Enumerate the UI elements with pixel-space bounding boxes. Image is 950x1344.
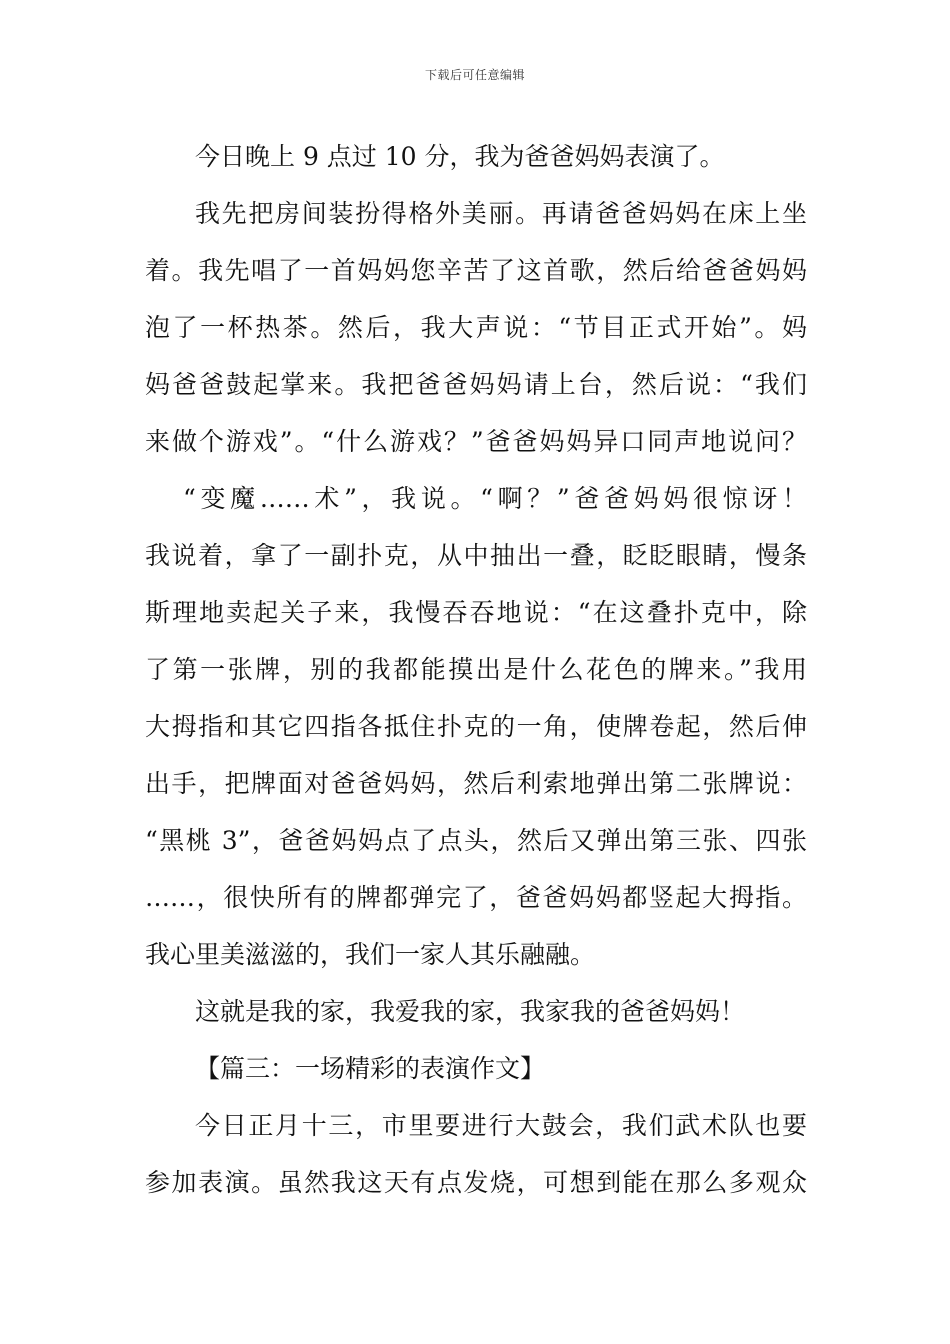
text-line: “黑桃 3”，爸爸妈妈点了点头，然后又弹出第三张、四张	[145, 826, 807, 855]
text-line: ……，很快所有的牌都弹完了，爸爸妈妈都竖起大拇指。	[145, 883, 807, 912]
text-line: 今日正月十三，市里要进行大鼓会，我们武术队也要	[195, 1111, 807, 1140]
text-line: 了第一张牌，别的我都能摸出是什么花色的牌来。”我用	[145, 655, 807, 684]
text-line: 来做个游戏”。“什么游戏？”爸爸妈妈异口同声地说问？	[145, 427, 807, 456]
text-line: 妈爸爸鼓起掌来。我把爸爸妈妈请上台，然后说：“我们	[145, 370, 807, 399]
text-line: 我心里美滋滋的，我们一家人其乐融融。	[145, 940, 596, 969]
text-line: 这就是我的家，我爱我的家，我家我的爸爸妈妈！	[195, 997, 746, 1026]
document-body	[145, 128, 807, 1211]
text-line: “变魔……术”，我说。“啊？”爸爸妈妈很惊讶！	[183, 484, 807, 513]
text-line: 出手，把牌面对爸爸妈妈，然后利索地弹出第二张牌说：	[145, 769, 807, 798]
text-line: 着。我先唱了一首妈妈您辛苦了这首歌，然后给爸爸妈妈	[145, 256, 807, 285]
text-line: 泡了一杯热茶。然后，我大声说：“节目正式开始”。妈	[145, 313, 807, 342]
section-heading: 【篇三：一场精彩的表演作文】	[195, 1054, 546, 1083]
text-line: 我说着，拿了一副扑克，从中抽出一叠，眨眨眼睛，慢条	[145, 541, 807, 570]
text-line: 今日晚上 9 点过 10 分，我为爸爸妈妈表演了。	[195, 142, 725, 171]
text-line: 大拇指和其它四指各抵住扑克的一角，使牌卷起，然后伸	[145, 712, 807, 741]
text-line: 我先把房间装扮得格外美丽。再请爸爸妈妈在床上坐	[195, 199, 807, 228]
text-line: 斯理地卖起关子来，我慢吞吞地说：“在这叠扑克中，除	[145, 598, 807, 627]
text-line: 参加表演。虽然我这天有点发烧，可想到能在那么多观众	[145, 1168, 807, 1197]
page-header: 下载后可任意编辑	[424, 68, 525, 82]
